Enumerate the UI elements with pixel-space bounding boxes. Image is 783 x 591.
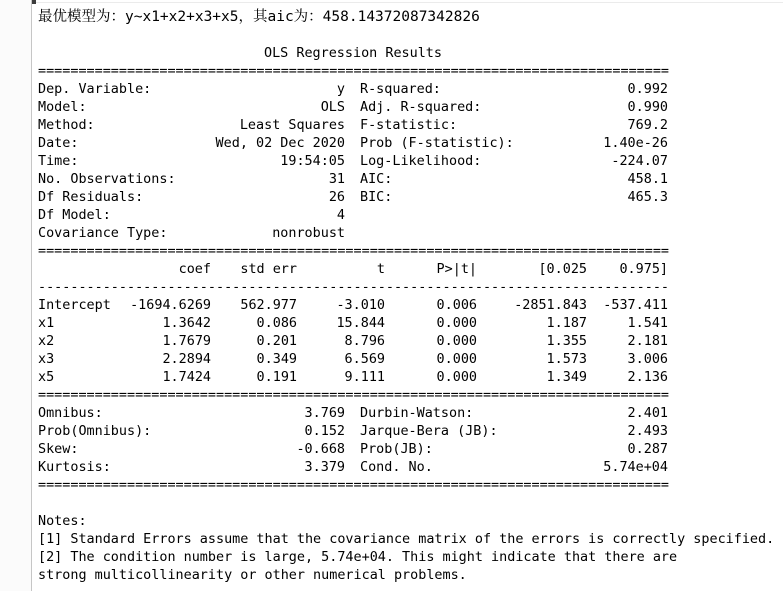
coef-std-err: 562.977 [240, 298, 297, 313]
single-rule: ------------------------------------------------------------------------------ [38, 280, 670, 295]
coef-header-ci-low: [0.025 [538, 262, 587, 277]
diag-label: Skew: [38, 442, 79, 457]
coef-ci-high: 2.136 [627, 370, 668, 385]
info-label: Df Residuals: [38, 190, 144, 205]
diag-label: Durbin-Watson: [360, 406, 474, 421]
coef-ci-high: 2.181 [627, 334, 668, 349]
coef-ci-low: 1.573 [546, 352, 587, 367]
info-row-df-model [38, 207, 668, 225]
info-label: F-statistic: [360, 118, 458, 133]
coef-std-err: 0.349 [256, 352, 297, 367]
coef-header-p: P>|t| [436, 262, 477, 277]
info-value: nonrobust [272, 226, 345, 241]
coef-value: 1.3642 [162, 316, 211, 331]
info-label: Time: [38, 154, 79, 169]
info-label: Log-Likelihood: [360, 154, 482, 169]
diag-value: 0.287 [627, 442, 668, 457]
coef-value: 1.7679 [162, 334, 211, 349]
coef-t: 8.796 [344, 334, 385, 349]
coef-p: 0.000 [436, 334, 477, 349]
left-gutter-panel [0, 0, 32, 591]
info-row-dep-variable [38, 81, 668, 99]
info-value: OLS [320, 100, 345, 115]
info-label: AIC: [360, 172, 393, 187]
coef-ci-high: 3.006 [627, 352, 668, 367]
coef-value: 1.7424 [162, 370, 211, 385]
info-label: Covariance Type: [38, 226, 168, 241]
blank-line [38, 495, 774, 513]
coef-header-ci-high: 0.975] [619, 262, 668, 277]
info-row-df-residuals [38, 189, 668, 207]
info-label: Df Model: [38, 208, 111, 223]
coef-header-name [38, 261, 119, 279]
coef-table-header-row [38, 261, 668, 279]
info-label: Dep. Variable: [38, 82, 152, 97]
coef-ci-high: -537.411 [603, 298, 668, 313]
coef-name: x3 [38, 352, 55, 367]
diag-label: Omnibus: [38, 406, 103, 421]
coef-header-t: t [376, 262, 385, 277]
diag-value: 5.74e+04 [603, 460, 668, 475]
diag-value: 2.493 [627, 424, 668, 439]
info-label: Adj. R-squared: [360, 100, 482, 115]
note-2: [2] The condition number is large, 5.74e+04. This might indicate that there are [38, 550, 678, 565]
info-value: 26 [328, 190, 345, 205]
diag-row-kurtosis [38, 459, 668, 477]
coef-p: 0.000 [436, 316, 477, 331]
info-value: 31 [328, 172, 345, 187]
coef-ci-low: 1.187 [546, 316, 587, 331]
info-value: 19:54:05 [280, 154, 345, 169]
info-value: -224.07 [611, 154, 668, 169]
double-rule: ============================================================================== [38, 64, 670, 79]
gutter-corner-mark [32, 0, 36, 4]
best-model-summary-line: 最优模型为：y~x1+x2+x3+x5，其aic为：458.14372087342826 [38, 9, 480, 25]
notes-heading: Notes: [38, 514, 87, 529]
diag-row-skew [38, 441, 668, 459]
diag-value: 2.401 [627, 406, 668, 421]
coef-std-err: 0.201 [256, 334, 297, 349]
coef-ci-low: 1.349 [546, 370, 587, 385]
info-value: Wed, 02 Dec 2020 [215, 136, 345, 151]
diag-label: Cond. No. [360, 460, 433, 475]
coef-row-x2 [38, 333, 668, 351]
diag-row-prob-omnibus [38, 423, 668, 441]
info-value: Least Squares [239, 118, 345, 133]
coef-p: 0.006 [436, 298, 477, 313]
coef-row-x5 [38, 369, 668, 387]
diag-label: Prob(Omnibus): [38, 424, 152, 439]
coef-row-x3 [38, 351, 668, 369]
coef-ci-low: 1.355 [546, 334, 587, 349]
coef-t: -3.010 [336, 298, 385, 313]
coef-header-coef: coef [178, 262, 211, 277]
coef-value: 2.2894 [162, 352, 211, 367]
coef-p: 0.000 [436, 352, 477, 367]
coef-name: x2 [38, 334, 55, 349]
diag-value: 3.769 [304, 406, 345, 421]
info-value: 465.3 [627, 190, 668, 205]
diag-value: -0.668 [296, 442, 345, 457]
info-value: 1.40e-26 [603, 136, 668, 151]
coef-name: x5 [38, 370, 55, 385]
double-rule: ============================================================================== [38, 244, 670, 259]
info-label: Method: [38, 118, 95, 133]
report-title: OLS Regression Results [264, 46, 442, 61]
coef-header-std-err: std err [240, 262, 297, 277]
diag-label: Kurtosis: [38, 460, 111, 475]
info-label: BIC: [360, 190, 393, 205]
info-value: 0.990 [627, 100, 668, 115]
info-value: 458.1 [627, 172, 668, 187]
coef-std-err: 0.191 [256, 370, 297, 385]
info-row-observations [38, 171, 668, 189]
info-row-covariance-type [38, 225, 668, 243]
info-row-method [38, 117, 668, 135]
coef-name: Intercept [38, 298, 111, 313]
coef-row-intercept [38, 297, 668, 315]
diag-label: Jarque-Bera (JB): [360, 424, 498, 439]
diag-value: 0.152 [304, 424, 345, 439]
info-label: R-squared: [360, 82, 441, 97]
ols-regression-report [38, 45, 774, 585]
info-row-time [38, 153, 668, 171]
info-value: y [336, 82, 345, 97]
note-2-continued: strong multicollinearity or other numerical problems. [38, 568, 467, 583]
coef-ci-low: -2851.843 [514, 298, 587, 313]
double-rule: ============================================================================== [38, 388, 670, 403]
coef-row-x1 [38, 315, 668, 333]
info-label: Date: [38, 136, 79, 151]
info-value: 769.2 [627, 118, 668, 133]
window-top-edge [0, 2, 783, 3]
coef-t: 15.844 [336, 316, 385, 331]
info-row-date [38, 135, 668, 153]
info-label: Model: [38, 100, 87, 115]
info-value: 4 [336, 208, 345, 223]
info-value: 0.992 [627, 82, 668, 97]
diag-value: 3.379 [304, 460, 345, 475]
coef-value: -1694.6269 [130, 298, 211, 313]
coef-std-err: 0.086 [256, 316, 297, 331]
diag-label: Prob(JB): [360, 442, 433, 457]
coef-t: 9.111 [344, 370, 385, 385]
coef-p: 0.000 [436, 370, 477, 385]
coef-ci-high: 1.541 [627, 316, 668, 331]
info-label: Prob (F-statistic): [360, 136, 514, 151]
diag-row-omnibus [38, 405, 668, 423]
note-1: [1] Standard Errors assume that the covariance matrix of the errors is correctly specified. [38, 532, 775, 547]
info-row-model [38, 99, 668, 117]
coef-t: 6.569 [344, 352, 385, 367]
double-rule: ============================================================================== [38, 478, 670, 493]
info-label: No. Observations: [38, 172, 176, 187]
coef-name: x1 [38, 316, 55, 331]
